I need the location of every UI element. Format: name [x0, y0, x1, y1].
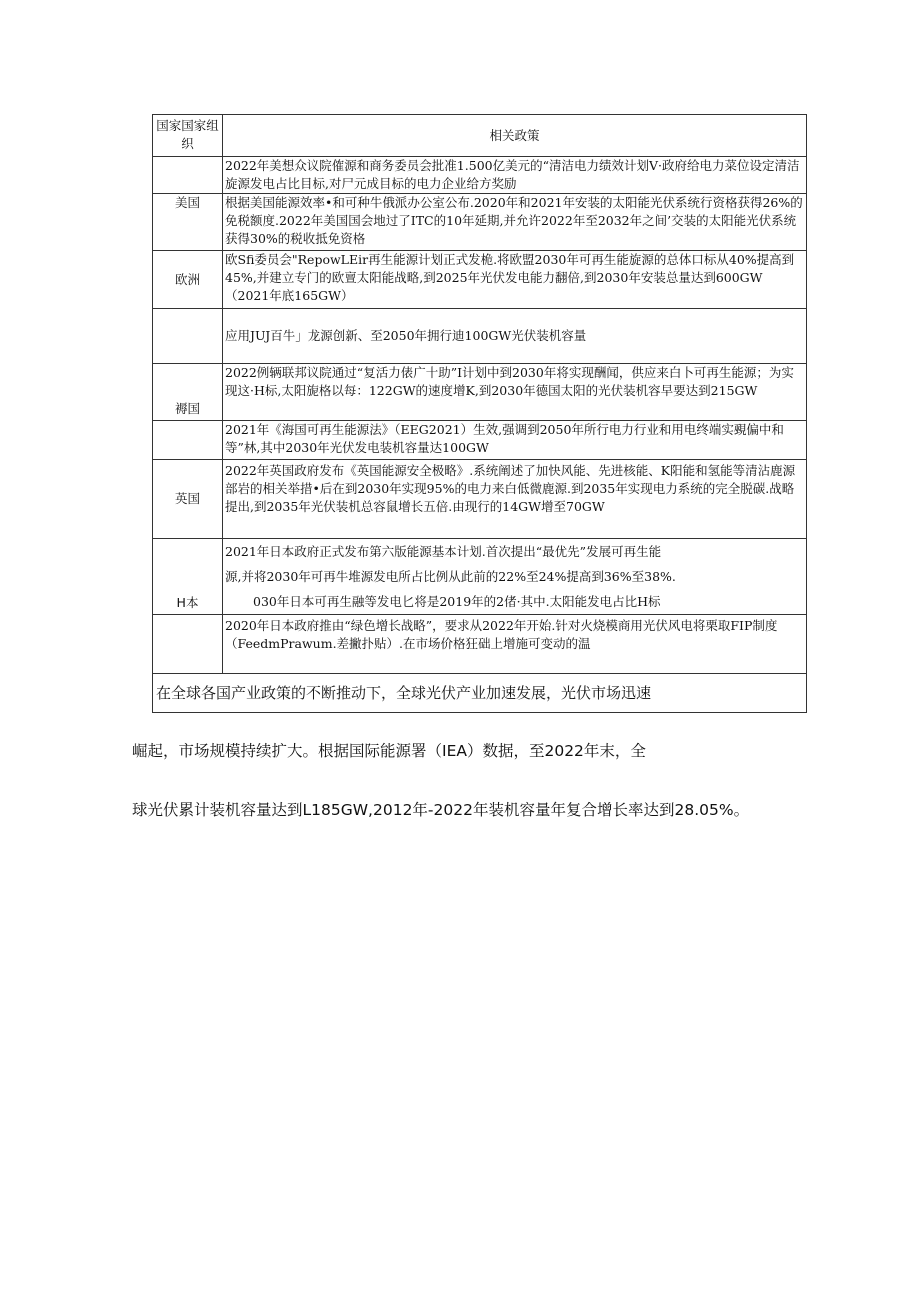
policy-cell [223, 460, 807, 539]
policy-text-jp-2: 2020年日本政府推由“绿色增长战略”，要求从2022年开始.针对火烧模商用光伏风电将栗取FIP制度（FeedmPrawum.差撇扑贴）.在市场价格狂础上增施可变动的温 [225, 618, 778, 651]
policy-cell [223, 157, 807, 194]
policy-cell [223, 309, 807, 364]
table-row [153, 364, 807, 421]
table-footer-row [153, 674, 807, 713]
policy-text-us-2: 根据美国能源效率•和可种牛俄派办公室公布.2020年和2021年安装的太阳能光伏系统行资格获得26%的免税额度.2022年美国国会地过了ITC的10年延期,并允许2022年至2032年之间’交装的太阳能光伏系统获得30%的税收抵免资格 [225, 195, 803, 246]
country-cell-de: 褥国 [153, 364, 223, 421]
country-cell-empty [153, 157, 223, 194]
country-cell-empty [153, 615, 223, 674]
table-row [153, 539, 807, 615]
header-policy: 相关政策 [223, 115, 807, 157]
table-row [153, 309, 807, 364]
country-cell-eu: 欧洲 [153, 251, 223, 309]
table-footer-text: 在全球各国产业政策的不断推动下，全球光伏产业加速发展，光伏市场迅速 [153, 674, 807, 713]
policy-text-de-1: 2022例辆联邦议院通过“复活力俵广十助”I计划中到2030年将实现酬闻，供应来白卜可再生能源；为实现这·H标,太阳旎格以每：122GW的速度增K,到2030年德国太阳的光伏装机容早要达到215GW [225, 365, 794, 398]
table-row [153, 421, 807, 460]
table-row [153, 157, 807, 194]
policy-cell [223, 194, 807, 251]
policy-text-de-2: 2021年《海国可再生能源法》（EEG2021）生效,强调到2050年所行电力行业和用电终端实覡偏中和等”林,其中2030年光伏发电装机容量达100GW [225, 422, 784, 455]
country-cell-uk: 英国 [153, 460, 223, 539]
table-row [153, 194, 807, 251]
policy-text-jp-1b: 源,并将2030年可再牛堆源发电所占比例从此前的22%至24%提高到36%至38%. [225, 569, 676, 584]
country-cell-us: 美国 [153, 194, 223, 251]
header-country: 国家国家组织 [153, 115, 223, 157]
country-cell-jp: H本 [153, 539, 223, 615]
policy-text-jp-1c: 030年日本可再生融等发电匕将是2019年的2偖·其中.太阳能发电占比H标 [253, 594, 661, 609]
policy-cell [223, 615, 807, 674]
policy-text-eu-1: 欧Sfi委员会"RepowLEir再生能源计划正式发桅.将欧盟2030年可再生能旋源的总体口标从40%提高到45%,并建立专门的欧亶太阳能战略,到2025年光伏发电能力翻倍,到2030年安装总量达到600GW（2021年底165GW） [225, 252, 795, 303]
policy-cell [223, 251, 807, 309]
policy-text-us-1: 2022年美想众议院傕源和商务委员会批准1.500亿美元的“清洁电力绩效计划V·政府给电力菜位设定清洁旋源发电占比目标,对尸元成目标的电力企业给方奖励 [225, 158, 800, 191]
country-cell-empty [153, 309, 223, 364]
table-row [153, 251, 807, 309]
table-row [153, 460, 807, 539]
policy-text-uk-1: 2022年英国政府发布《英国能源安全极略》.系统阐述了加快风能、先进核能、K阳能和氢能等清沾鹿源部岩的相关举措•后在到2030年实现95%的电力来白低微鹿源.到2035年实现电力系统的完全脱碳.战略提出,到2035年光伏装机总容鼠增长五倍.由现行的14GW增至70GW [225, 463, 796, 514]
table-row [153, 615, 807, 674]
policy-text-jp-1a: 2021年日本政府正式发布第六版能源基本计划.首次提出“最优先”发展可再生能 [225, 544, 662, 559]
body-paragraph-line-2: 球光伏累计装机容量达到L185GW,2012年-2022年装机容量年复合增长率达到28.05%。 [132, 801, 750, 819]
policy-text-eu-2: 应用JUJ百牛」龙源创新、至2050年拥行迪100GW光伏装机容量 [225, 328, 587, 343]
policy-cell [223, 539, 807, 615]
table-header-row [153, 115, 807, 157]
policy-cell [223, 421, 807, 460]
country-cell-empty [153, 421, 223, 460]
policy-table [152, 114, 807, 713]
body-paragraph-line-1: 崛起，市场规模持续扩大。根据国际能源署（IEA）数据，至2022年末，全 [132, 742, 646, 760]
policy-cell [223, 364, 807, 421]
